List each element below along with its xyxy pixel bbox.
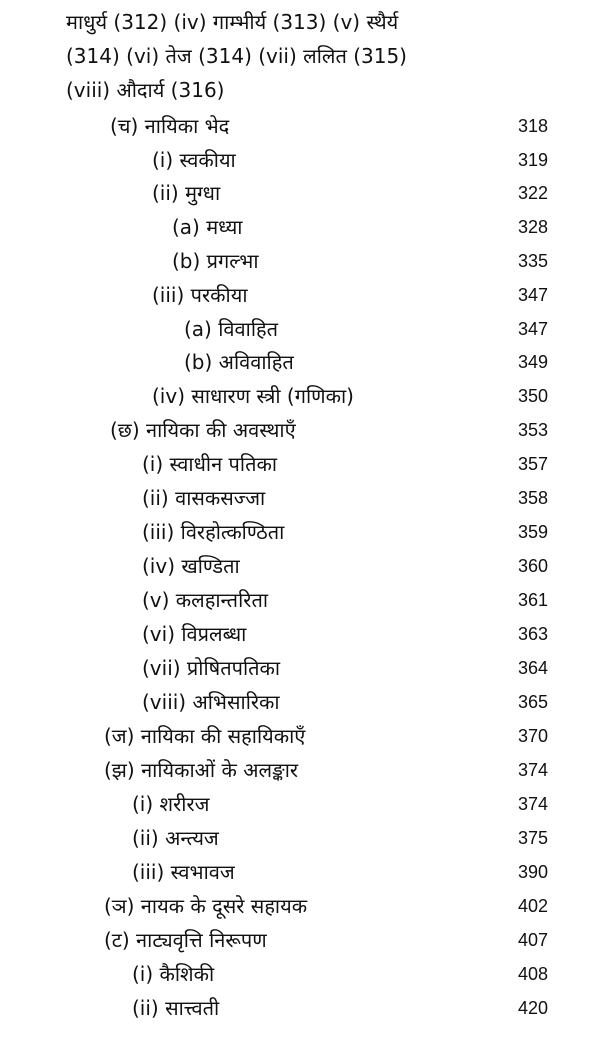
toc-entry-label: (i) स्वाधीन पतिका <box>142 452 278 476</box>
toc-entry-page: 390 <box>517 862 548 882</box>
toc-entry <box>0 753 600 787</box>
toc-entry-label: (b) अविवाहित <box>184 350 294 374</box>
toc-entry-page: 375 <box>517 828 548 848</box>
toc-entry-label: (ञ) नायक के दूसरे सहायक <box>104 894 308 918</box>
toc-entry <box>0 583 600 617</box>
toc-entry-label: (viii) अभिसारिका <box>142 690 280 714</box>
toc-entry-label: (i) शरीरज <box>132 792 210 816</box>
toc-entry-page: 319 <box>517 150 548 170</box>
toc-entry-page: 328 <box>517 217 548 237</box>
toc-entry-page: 357 <box>517 454 548 474</box>
toc-entry-page: 374 <box>517 794 548 814</box>
toc-entry-page: 358 <box>517 488 548 508</box>
toc-entry-label: (ii) मुग्धा <box>152 181 221 205</box>
toc-entry-page: 360 <box>517 556 548 576</box>
toc-entry <box>0 685 600 719</box>
toc-entry-label: (iv) खण्डिता <box>142 554 240 578</box>
toc-entry-page: 408 <box>517 964 548 984</box>
toc-entry-label: (vi) विप्रलब्धा <box>142 622 247 646</box>
toc-entry-label: (ज) नायिका की सहायिकाएँ <box>104 724 306 748</box>
toc-entry <box>0 549 600 583</box>
toc-entry-page: 374 <box>517 760 548 780</box>
toc-entry <box>0 889 600 923</box>
toc-entry-page: 364 <box>517 658 548 678</box>
toc-entry-page: 335 <box>517 251 548 271</box>
toc-entry-page: 361 <box>517 590 548 610</box>
toc-entry-page: 420 <box>517 998 548 1018</box>
toc-entry-page: 322 <box>517 183 548 203</box>
toc-entry-label: (ट) नाट्यवृत्ति निरूपण <box>104 928 267 952</box>
toc-entry-page: 363 <box>517 624 548 644</box>
toc-entry-page: 359 <box>517 522 548 542</box>
toc-entry <box>0 923 600 957</box>
toc-entry-page: 370 <box>517 726 548 746</box>
toc-entry <box>0 651 600 685</box>
toc-entry <box>0 719 600 753</box>
toc-entry-label: (iii) स्वभावज <box>132 860 235 884</box>
toc-entry <box>0 143 600 177</box>
toc-entry-page: 350 <box>517 386 548 406</box>
toc-entry <box>0 447 600 481</box>
toc-entry-label: (a) विवाहित <box>184 317 279 341</box>
toc-entry-label: (i) कैशिकी <box>132 962 215 986</box>
toc-entry-label: (iii) विरहोत्कण्ठिता <box>142 520 285 544</box>
toc-entry-label: (च) नायिका भेद <box>110 114 230 138</box>
toc-entry-label: (iii) परकीया <box>152 283 248 307</box>
toc-entry <box>0 617 600 651</box>
toc-entry <box>0 176 600 210</box>
toc-entry-page: 407 <box>517 930 548 950</box>
toc-entry-label: (छ) नायिका की अवस्थाएँ <box>110 418 296 442</box>
toc-entry-page: 347 <box>517 319 548 339</box>
toc-entry-page: 318 <box>517 116 548 136</box>
intro-line-2: (314) (vi) तेज (314) (vii) ललित (315) <box>66 44 407 68</box>
toc-entry <box>0 957 600 991</box>
intro-line-1: माधुर्य (312) (iv) गाम्भीर्य (313) (v) स्थैर्य <box>66 10 399 34</box>
toc-entry-label: (झ) नायिकाओं के अलङ्कार <box>104 758 299 782</box>
toc-entry <box>0 109 600 143</box>
toc-entry-label: (b) प्रगल्भा <box>172 249 259 273</box>
toc-entry <box>0 312 600 346</box>
toc-entry <box>0 821 600 855</box>
toc-entry-page: 365 <box>517 692 548 712</box>
toc-entry-label: (ii) सात्त्वती <box>132 996 220 1020</box>
intro-line-3: (viii) औदार्य (316) <box>66 78 225 102</box>
toc-entry-label: (iv) साधारण स्त्री (गणिका) <box>152 384 354 408</box>
toc-entry <box>0 787 600 821</box>
toc-entry <box>0 278 600 312</box>
toc-entry <box>0 210 600 244</box>
toc-entry-label: (ii) वासकसज्जा <box>142 486 266 510</box>
toc-entry-label: (vii) प्रोषितपतिका <box>142 656 281 680</box>
toc-entry <box>0 855 600 889</box>
toc-entry-label: (a) मध्या <box>172 215 243 239</box>
toc-entry <box>0 244 600 278</box>
toc-entry-page: 347 <box>517 285 548 305</box>
toc-entry-label: (ii) अन्त्यज <box>132 826 219 850</box>
toc-entry-label: (i) स्वकीया <box>152 148 236 172</box>
toc-entry <box>0 515 600 549</box>
toc-entry <box>0 481 600 515</box>
toc-entry <box>0 991 600 1025</box>
toc-entry <box>0 345 600 379</box>
toc-entry-page: 402 <box>517 896 548 916</box>
toc-entry <box>0 413 600 447</box>
toc-entry-page: 353 <box>517 420 548 440</box>
toc-entry-label: (v) कलहान्तरिता <box>142 588 269 612</box>
toc-entry-page: 349 <box>517 352 548 372</box>
toc-entry <box>0 379 600 413</box>
